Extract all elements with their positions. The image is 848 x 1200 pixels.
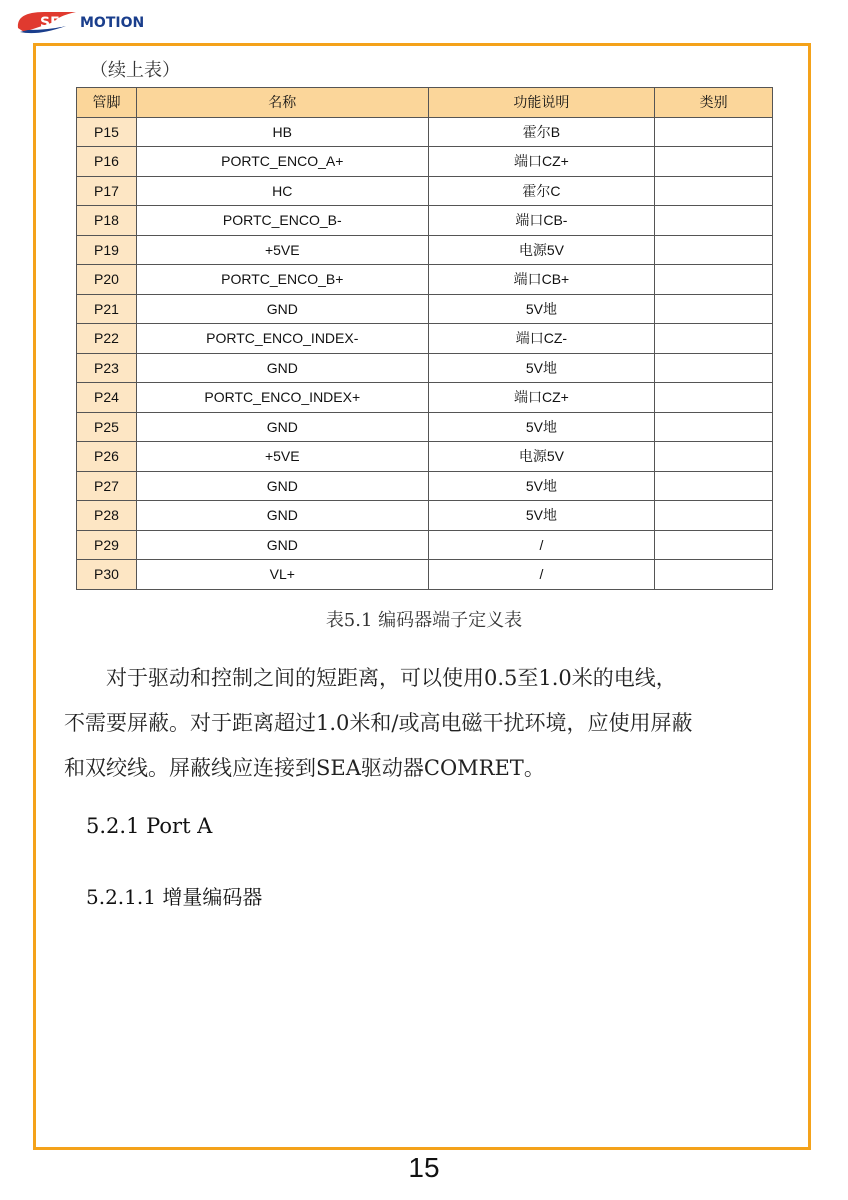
cell-pin: P15 bbox=[77, 117, 137, 147]
cell-pin: P17 bbox=[77, 176, 137, 206]
cell-function: 端口CB+ bbox=[428, 265, 655, 295]
cell-category bbox=[655, 324, 773, 354]
cell-pin: P16 bbox=[77, 147, 137, 177]
pin-definition-table bbox=[76, 87, 773, 590]
cell-pin: P20 bbox=[77, 265, 137, 295]
table-row bbox=[77, 117, 773, 147]
cell-function: / bbox=[428, 530, 655, 560]
table-row bbox=[77, 471, 773, 501]
cell-name: GND bbox=[136, 353, 428, 383]
paragraph-line: 对于驱动和控制之间的短距离，可以使用0.5至1.0米的电线， bbox=[106, 666, 677, 690]
cell-name: +5VE bbox=[136, 442, 428, 472]
cell-category bbox=[655, 265, 773, 295]
table-row bbox=[77, 265, 773, 295]
cell-pin: P25 bbox=[77, 412, 137, 442]
cell-category bbox=[655, 147, 773, 177]
cell-category bbox=[655, 442, 773, 472]
cell-category bbox=[655, 235, 773, 265]
logo-sea-text: SEA bbox=[40, 15, 71, 31]
cell-category bbox=[655, 560, 773, 590]
page-number: 15 bbox=[408, 1152, 440, 1183]
cell-name: +5VE bbox=[136, 235, 428, 265]
cell-function: 电源5V bbox=[428, 235, 655, 265]
cell-name: HB bbox=[136, 117, 428, 147]
cell-category bbox=[655, 412, 773, 442]
cell-function: 端口CZ- bbox=[428, 324, 655, 354]
table-caption: 表5.1 编码器端子定义表 bbox=[325, 610, 523, 631]
cell-category bbox=[655, 176, 773, 206]
table-row bbox=[77, 176, 773, 206]
cell-function: 端口CB- bbox=[428, 206, 655, 236]
cell-category bbox=[655, 353, 773, 383]
cell-category bbox=[655, 206, 773, 236]
cell-name: GND bbox=[136, 501, 428, 531]
cell-category bbox=[655, 530, 773, 560]
table-row bbox=[77, 383, 773, 413]
table-row bbox=[77, 235, 773, 265]
table-row bbox=[77, 442, 773, 472]
cell-function: 电源5V bbox=[428, 442, 655, 472]
section-heading: 5.2.1 Port A bbox=[86, 814, 213, 838]
cell-function: 5V地 bbox=[428, 353, 655, 383]
cell-name: GND bbox=[136, 412, 428, 442]
table-row bbox=[77, 324, 773, 354]
cell-function: 端口CZ+ bbox=[428, 383, 655, 413]
paragraph-line: 不需要屏蔽。对于距离超过1.0米和/或高电磁干扰环境，应使用屏蔽 bbox=[64, 711, 693, 735]
continued-label: （续上表） bbox=[90, 60, 180, 81]
cell-name: PORTC_ENCO_INDEX+ bbox=[136, 383, 428, 413]
logo-motion-text: MOTION bbox=[80, 15, 145, 31]
cell-pin: P23 bbox=[77, 353, 137, 383]
header-function: 功能说明 bbox=[428, 88, 655, 118]
cell-pin: P22 bbox=[77, 324, 137, 354]
cell-pin: P27 bbox=[77, 471, 137, 501]
header-pin: 管脚 bbox=[77, 88, 137, 118]
cell-function: 霍尔C bbox=[428, 176, 655, 206]
cell-name: GND bbox=[136, 294, 428, 324]
table-row bbox=[77, 560, 773, 590]
brand-logo bbox=[14, 6, 174, 38]
cell-function: / bbox=[428, 560, 655, 590]
cell-function: 端口CZ+ bbox=[428, 147, 655, 177]
body-paragraph bbox=[64, 656, 794, 791]
table-row bbox=[77, 353, 773, 383]
cell-name: PORTC_ENCO_A+ bbox=[136, 147, 428, 177]
table-row bbox=[77, 147, 773, 177]
table-row bbox=[77, 530, 773, 560]
cell-function: 5V地 bbox=[428, 412, 655, 442]
cell-name: PORTC_ENCO_B+ bbox=[136, 265, 428, 295]
cell-name: PORTC_ENCO_INDEX- bbox=[136, 324, 428, 354]
cell-category bbox=[655, 117, 773, 147]
cell-pin: P29 bbox=[77, 530, 137, 560]
cell-function: 5V地 bbox=[428, 471, 655, 501]
cell-function: 霍尔B bbox=[428, 117, 655, 147]
cell-category bbox=[655, 471, 773, 501]
cell-category bbox=[655, 383, 773, 413]
cell-pin: P30 bbox=[77, 560, 137, 590]
paragraph-line: 和双绞线。屏蔽线应连接到SEA驱动器COMRET。 bbox=[64, 756, 545, 780]
cell-name: HC bbox=[136, 176, 428, 206]
header-category: 类别 bbox=[655, 88, 773, 118]
cell-name: VL+ bbox=[136, 560, 428, 590]
subsection-heading: 5.2.1.1 增量编码器 bbox=[86, 885, 263, 909]
cell-pin: P26 bbox=[77, 442, 137, 472]
cell-pin: P19 bbox=[77, 235, 137, 265]
cell-pin: P18 bbox=[77, 206, 137, 236]
table-row bbox=[77, 412, 773, 442]
cell-category bbox=[655, 501, 773, 531]
cell-function: 5V地 bbox=[428, 294, 655, 324]
cell-pin: P21 bbox=[77, 294, 137, 324]
table-header-row bbox=[77, 88, 773, 118]
header-name: 名称 bbox=[136, 88, 428, 118]
table-row bbox=[77, 501, 773, 531]
cell-function: 5V地 bbox=[428, 501, 655, 531]
table-row bbox=[77, 294, 773, 324]
table-row bbox=[77, 206, 773, 236]
cell-pin: P24 bbox=[77, 383, 137, 413]
cell-name: PORTC_ENCO_B- bbox=[136, 206, 428, 236]
cell-name: GND bbox=[136, 530, 428, 560]
cell-name: GND bbox=[136, 471, 428, 501]
cell-pin: P28 bbox=[77, 501, 137, 531]
cell-category bbox=[655, 294, 773, 324]
